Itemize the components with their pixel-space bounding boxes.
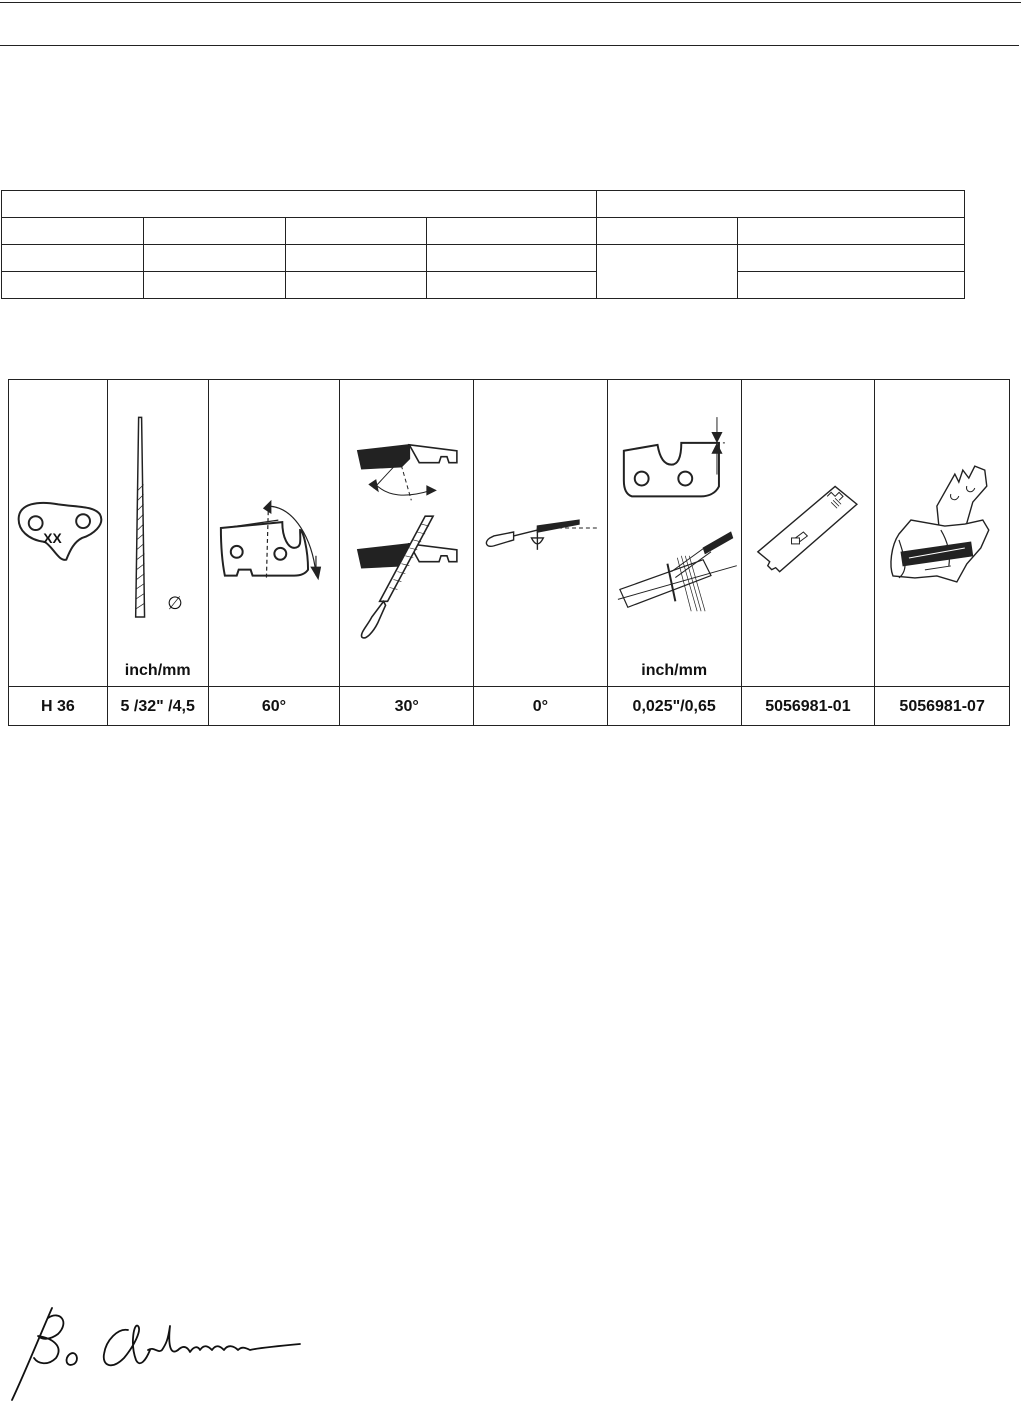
spec-cell	[597, 218, 738, 245]
spec-row	[2, 245, 965, 272]
file-angle-value: 30°	[340, 686, 473, 727]
spec-cell	[2, 272, 144, 299]
file-guide-value: 5056981-07	[875, 686, 1009, 727]
depth-gauge-illustration	[608, 380, 741, 686]
spec-header-left	[2, 191, 597, 218]
column-depth-gauge-setting	[608, 380, 742, 725]
spec-cell	[144, 218, 286, 245]
spec-cell-merged	[597, 245, 738, 299]
depth-gauge-setting-value: 0,025"/0,65	[608, 686, 741, 727]
spec-cell	[738, 245, 965, 272]
spec-row	[2, 272, 965, 299]
sharpening-table	[8, 379, 1010, 726]
spec-cell	[144, 245, 286, 272]
top-rule	[0, 2, 1021, 3]
signature	[8, 1300, 308, 1405]
column-file-angle	[340, 380, 474, 725]
column-file-diameter	[108, 380, 209, 725]
file-guide-illustration	[875, 380, 1009, 686]
column-unit: inch/mm	[124, 662, 191, 679]
spec-cell	[738, 218, 965, 245]
column-file-guide	[875, 380, 1009, 725]
depth-gauge-tool-illustration	[742, 380, 875, 686]
top-plate-angle-value: 60°	[209, 686, 340, 727]
file-tilt-illustration	[474, 380, 607, 686]
diameter-icon: ∅	[167, 593, 183, 615]
spec-cell	[144, 272, 286, 299]
column-depth-gauge-tool	[742, 380, 876, 725]
spec-header-row	[2, 191, 965, 218]
spec-cell	[427, 272, 597, 299]
cutter-marking-text: XX	[43, 529, 62, 546]
column-top-plate-angle	[209, 380, 341, 725]
file-diameter-value: 5 /32" /4,5	[108, 686, 208, 727]
spec-row	[2, 218, 965, 245]
spec-cell	[286, 218, 427, 245]
spec-cell	[427, 245, 597, 272]
spec-cell	[286, 245, 427, 272]
spec-cell	[286, 272, 427, 299]
cutter-marking-value: H 36	[9, 686, 107, 727]
file-tilt-value: 0°	[474, 686, 607, 727]
column-file-tilt	[474, 380, 608, 725]
spec-table	[1, 190, 965, 299]
file-angle-illustration	[340, 380, 473, 686]
spec-cell	[2, 218, 144, 245]
cutter-marking-illustration	[9, 380, 107, 686]
column-cutter-marking	[9, 380, 108, 725]
round-file-illustration	[108, 380, 208, 686]
header-rule	[0, 45, 1019, 46]
spec-cell	[2, 245, 144, 272]
spec-cell	[427, 218, 597, 245]
spec-header-right	[597, 191, 965, 218]
column-unit: inch/mm	[641, 662, 708, 679]
top-plate-angle-illustration	[209, 380, 340, 686]
depth-gauge-tool-value: 5056981-01	[742, 686, 875, 727]
spec-cell	[738, 272, 965, 299]
